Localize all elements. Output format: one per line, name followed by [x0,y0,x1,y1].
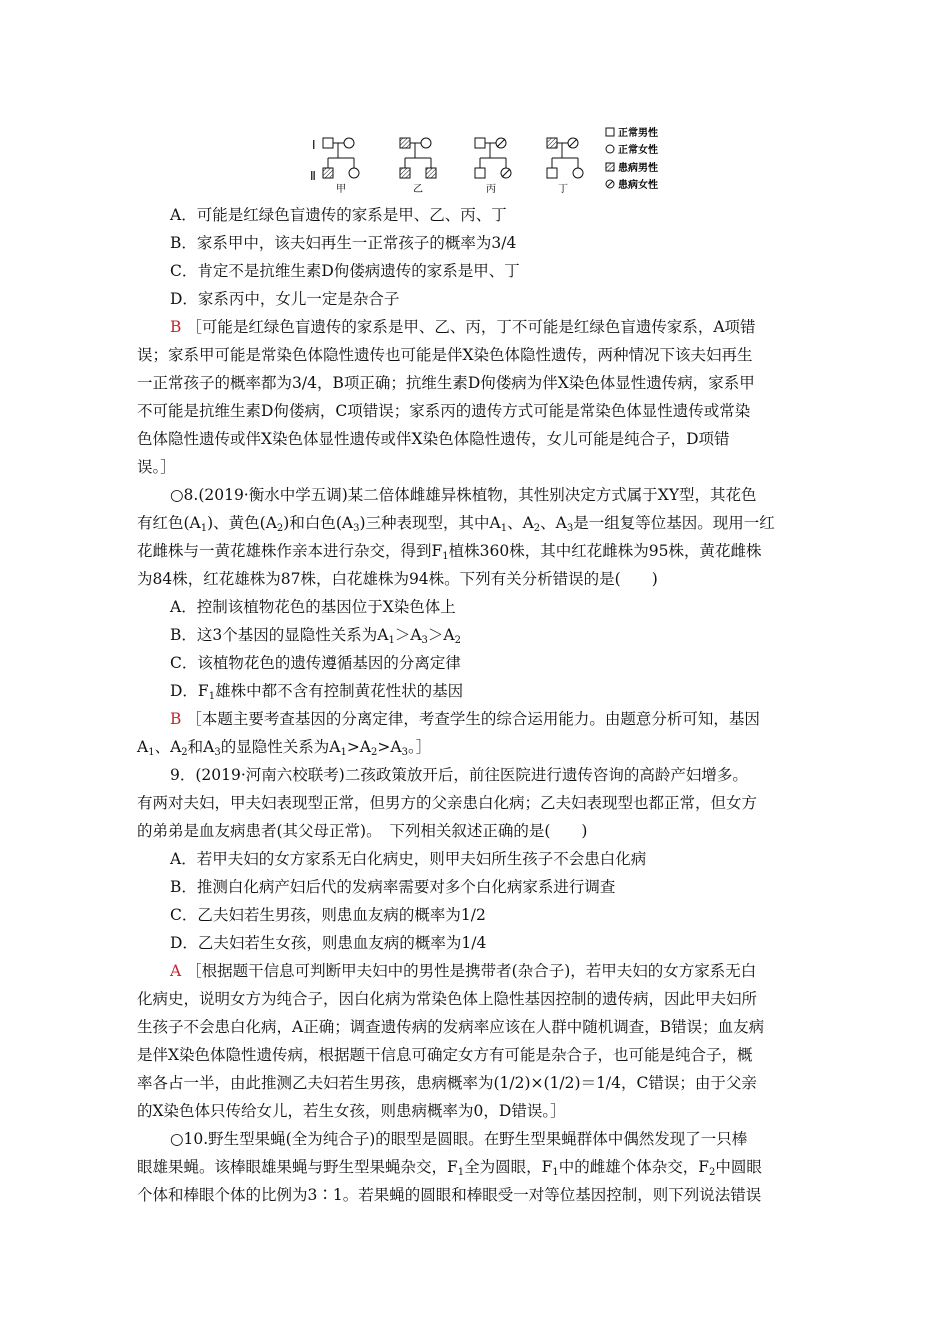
legend-normal-female: 正常女性 [618,145,658,156]
q9-stem-line-1: 9．(2019·河南六校联考)二孩政策放开后，前往医院进行遗传咨询的高龄产妇增多。 [170,766,748,784]
sub-1: 1 [340,747,347,758]
q9-explanation-line-3: 生孩子不会患白化病，A正确；调查遗传病的发病率应该在人群中随机调查，B错误；血友病 [137,1018,765,1036]
q8-exp-seg: 的显隐性关系为A [220,738,341,756]
family-label-ding: 丁 [558,184,568,195]
q8-stem-line-1: ○8.(2019·衡水中学五调)某二倍体雌雄异株植物，其性别决定方式属于XY型，其花色 [170,486,757,504]
q8-explanation-line-2 [137,737,431,757]
sub-3: 3 [401,747,408,758]
q7-answer-letter: B [170,318,182,336]
generation-label-2: Ⅱ [310,169,316,183]
q9-stem-line-2: 有两对夫妇，甲夫妇表现型正常，但男方的父亲患白化病；乙夫妇表现型也都正常，但女方 [137,794,758,812]
q8-exp-seg: >A [346,738,371,756]
q9-exp-text-1: ［根据题干信息可判断甲夫妇中的男性是携带者(杂合子)，若甲夫妇的女方家系无白 [186,962,757,980]
q8-l2-seg: 、A [507,514,534,532]
q10-l2-seg: 中圆眼 [715,1158,762,1176]
q7-option-c: C．肯定不是抗维生素D佝偻病遗传的家系是甲、丁 [170,262,520,280]
q8-exp-seg: 、A [154,738,182,756]
pedigree-legend [606,126,658,191]
q9-explanation-line-1 [170,961,756,981]
q8-stem-line-3 [137,541,761,561]
q10-stem-line-2 [137,1157,762,1177]
q7-explanation-line-4: 不可能是抗维生素D佝偻病，C项错误；家系丙的遗传方式可能是常染色体显性遗传或常染 [137,402,751,420]
q10-l2-seg: 眼雄果蝇。该棒眼雄果蝇与野生型果蝇杂交，F [137,1158,458,1176]
q8-l2-seg: 是一组复等位基因。现用一红 [573,514,775,532]
q8-option-a: A．控制该植物花色的基因位于X染色体上 [170,598,456,616]
pedigree-figure [300,122,680,198]
sub-2: 2 [371,747,378,758]
q10-l2-seg: 中的雌雄个体杂交，F [558,1158,710,1176]
q8-l3-seg: 花雌株与一黄花雄株作亲本进行杂交，得到F [137,542,443,560]
sub-1: 1 [457,1167,465,1178]
q8-option-d [170,681,463,701]
q9-option-a: A．若甲夫妇的女方家系无白化病史，则甲夫妇所生孩子不会患白化病 [170,850,647,868]
sub-3: 3 [214,747,221,758]
q8-l3-seg: 植株360株，其中红花雌株为95株，黄花雌株 [448,542,762,560]
legend-normal-male: 正常男性 [618,128,658,139]
q8-b-seg: ＞A [427,626,455,644]
q9-option-c: C．乙夫妇若生男孩，则患血友病的概率为1/2 [170,906,486,924]
q9-explanation-line-2: 化病史，说明女方为纯合子，因白化病为常染色体上隐性基因控制的遗传病，因此甲夫妇所 [137,990,758,1008]
q8-exp-text-1: ［本题主要考查基因的分离定律，考查学生的综合运用能力。由题意分析可知，基因 [186,710,760,728]
q8-b-seg: ＞A [394,626,422,644]
q8-d-seg: D．F [170,682,209,700]
sub-2: 2 [709,1167,716,1178]
sub-1: 1 [552,1167,559,1178]
family-label-bing: 丙 [486,184,496,195]
q8-l2-seg: )三种表现型，其中A [359,514,501,532]
q8-explanation-line-1 [170,709,760,729]
q7-option-b: B．家系甲中，该夫妇再生一正常孩子的概率为3/4 [170,234,517,252]
q8-exp-seg: >A [377,738,402,756]
sub-2: 2 [533,523,541,534]
q9-explanation-line-4: 是伴X染色体隐性遗传病，根据题干信息可确定女方有可能是杂合子，也可能是纯合子，概 [137,1046,753,1064]
q7-explanation-line-1 [170,317,756,337]
generation-label-1: Ⅰ [312,138,316,152]
q7-explanation-line-3: 一正常孩子的概率都为3/4，B项正确；抗维生素D佝偻病为伴X染色体显性遗传病，家系甲 [137,374,755,392]
sub-3: 3 [421,635,428,646]
q7-explanation-line-5: 色体隐性遗传或伴X染色体显性遗传或伴X染色体隐性遗传，女儿可能是纯合子，D项错 [137,430,730,448]
sub-1: 1 [442,551,449,562]
q8-l2-seg: 有红色(A [137,514,201,532]
sub-1: 1 [208,691,216,702]
family-label-yi: 乙 [413,184,423,195]
sub-3: 3 [353,523,360,534]
sub-2: 2 [276,523,284,534]
q7-explanation-line-6: 误。］ [137,458,176,476]
q8-d-seg: 雄株中都不含有控制黄花性状的基因 [215,682,464,700]
q8-stem-line-2 [137,513,775,533]
q8-answer-letter: B [170,710,182,728]
q8-exp-seg: 和A [187,738,215,756]
q7-exp-text-1: ［可能是红绿色盲遗传的家系是甲、乙、丙，丁不可能是红绿色盲遗传家系，A项错 [186,318,756,336]
sub-2: 2 [454,635,461,646]
family-jia [323,138,359,195]
q10-stem-line-1: ○10.野生型果蝇(全为纯合子)的眼型是圆眼。在野生型果蝇群体中偶然发现了一只棒 [170,1130,748,1148]
q8-l2-seg: 、A [540,514,567,532]
sub-1: 1 [148,747,155,758]
q9-stem-line-3: 的弟弟是血友病患者(其父母正常)。 下列相关叙述正确的是( ) [137,822,588,840]
legend-affected-male: 患病男性 [618,163,658,174]
q9-answer-letter: A [170,962,182,980]
q8-l2-seg: )和白色(A [283,514,354,532]
q9-explanation-line-5: 率各占一半，由此推测乙夫妇若生男孩，患病概率为(1/2)×(1/2)＝1/4，C错误；由于父亲 [137,1074,757,1092]
q8-stem-line-4: 为84株，红花雄株为87株，白花雄株为94株。下列有关分析错误的是( ) [137,570,658,588]
family-bing [475,138,511,195]
family-ding [547,138,583,195]
q8-b-seg: B．这3个基因的显隐性关系为A [170,626,389,644]
q10-stem-line-3: 个体和棒眼个体的比例为3∶1。若果蝇的圆眼和棒眼受一对等位基因控制，则下列说法错误 [137,1186,762,1204]
q7-option-a: A．可能是红绿色盲遗传的家系是甲、乙、丙、丁 [170,206,507,224]
q7-explanation-line-2: 误；家系甲可能是常染色体隐性遗传也可能是伴X染色体隐性遗传，两种情况下该夫妇再生 [137,346,753,364]
sub-1: 1 [388,635,395,646]
sub-1: 1 [200,523,208,534]
sub-3: 3 [566,523,574,534]
sub-2: 2 [181,747,188,758]
family-label-jia: 甲 [336,184,346,195]
family-yi [400,138,436,195]
q10-l2-seg: 全为圆眼，F [464,1158,553,1176]
q9-explanation-line-6: 的X染色体只传给女儿，若生女孩，则患病概率为0，D错误。］ [137,1102,566,1120]
legend-affected-female: 患病女性 [618,180,658,191]
q8-option-b [170,625,461,645]
q8-option-c: C．该植物花色的遗传遵循基因的分离定律 [170,654,461,672]
q9-option-b: B．推测白化病产妇后代的发病率需要对多个白化病家系进行调查 [170,878,616,896]
q8-exp-seg: A [137,738,149,756]
sub-1: 1 [500,523,508,534]
q7-option-d: D．家系丙中，女儿一定是杂合子 [170,290,400,308]
q8-l2-seg: )、黄色(A [207,514,277,532]
q9-option-d: D．乙夫妇若生女孩，则患血友病的概率为1/4 [170,934,487,952]
q8-exp-seg: 。］ [407,738,432,756]
